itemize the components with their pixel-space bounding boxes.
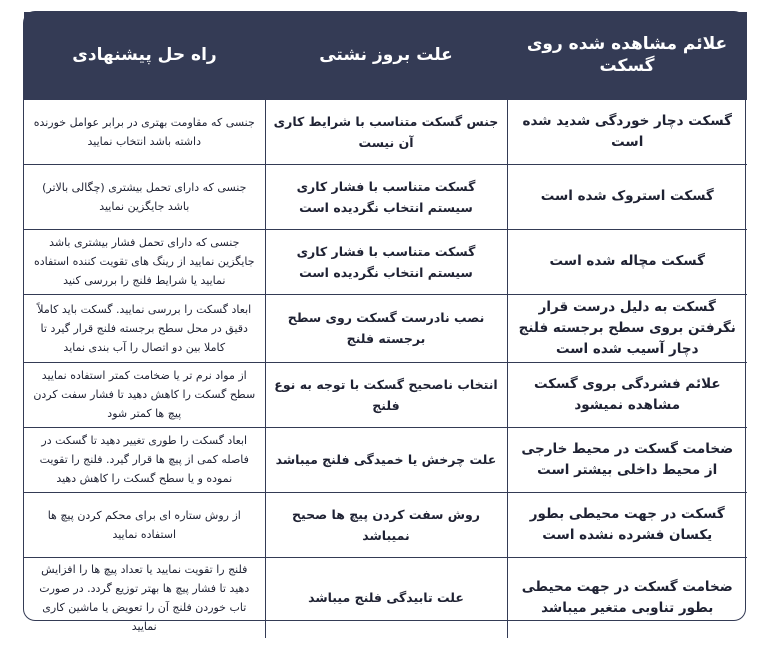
header-row [24,12,747,99]
cause-cell: گسکت متناسب با فشار کاری سیستم انتخاب نگردیده است [265,164,507,229]
symptom-cell: گسکت مچاله شده است [507,229,747,294]
header-solution: راه حل پیشنهادی [72,45,217,66]
solution-cell: فلنج را تقویت نمایید یا تعداد پیچ ها را افزایش دهید تا فشار پیچ ها بهتر توزیع گردد. در صورت تاب خوردن فلنج آن را تعویض یا ماشین کاری نمایید [24,557,265,638]
symptom-cell: گسکت دچار خوردگی شدید شده است [507,99,747,164]
solution-cell: از مواد نرم تر یا ضخامت کمتر استفاده نمایید سطح گسکت را کاهش دهید تا فشار سفت کردن پیچ ها کمتر شود [24,362,265,427]
cause-cell: علت تابیدگی فلنج میباشد [265,557,507,638]
table-body [24,99,747,638]
solution-cell: ابعاد گسکت را طوری تغییر دهید تا گسکت در فاصله کمی از پیچ ها قرار گیرد. فلنج را تقویت نموده و یا سطح گسکت را کاهش دهید [24,427,265,492]
cause-cell: گسکت متناسب با فشار کاری سیستم انتخاب نگردیده است [265,229,507,294]
table-row [24,164,747,229]
table-row [24,362,747,427]
table-row [24,427,747,492]
symptom-cell: ضخامت گسکت در محیط خارجی از محیط داخلی بیشتر است [507,427,747,492]
symptom-cell: ضخامت گسکت در جهت محیطی بطور تناوبی متغیر میباشد [507,557,747,638]
header-symptom: علائم مشاهده شده روی گسکت [526,34,728,77]
solution-cell: از روش ستاره ای برای محکم کردن پیچ ها استفاده نمایید [24,492,265,557]
symptom-cell: گسکت به دلیل درست قرار نگرفتن بروی سطح برجسته فلنج دچار آسیب شده است [507,294,747,362]
solution-cell: ابعاد گسکت را بررسی نمایید. گسکت باید کاملاً دقیق در محل سطح برجسته فلنج قرار گیرد تا کاملا بین دو اتصال را آب بندی نماید [24,294,265,362]
table-row [24,229,747,294]
table-row [24,557,747,638]
cause-cell: نصب نادرست گسکت روی سطح برجسته فلنج [265,294,507,362]
table-row [24,492,747,557]
table-row [24,99,747,164]
cause-cell: علت چرخش یا خمیدگی فلنج میباشد [265,427,507,492]
table-header [24,12,747,99]
symptom-cell: گسکت در جهت محیطی بطور یکسان فشرده نشده است [507,492,747,557]
header-cause: علت بروز نشتی [319,45,453,66]
gasket-leak-table [24,12,747,638]
cause-cell: جنس گسکت متناسب با شرایط کاری آن نیست [265,99,507,164]
symptom-cell: علائم فشردگی بروی گسکت مشاهده نمیشود [507,362,747,427]
symptom-cell: گسکت استروک شده است [507,164,747,229]
cause-cell: انتخاب ناصحیح گسکت با توجه به نوع فلنج [265,362,507,427]
solution-cell: جنسی که دارای تحمل فشار بیشتری باشد جایگزین نمایید از رینگ های تقویت کننده استفاده نمایید یا شرایط فلنج را بررسی کنید [24,229,265,294]
solution-cell: جنسی که دارای تحمل بیشتری (چگالی بالاتر) باشد جایگزین نمایید [24,164,265,229]
table-row [24,294,747,362]
troubleshooting-table [23,11,746,633]
solution-cell: جنسی که مقاومت بهتری در برابر عوامل خورنده داشته باشد انتخاب نمایید [24,99,265,164]
cause-cell: روش سفت کردن پیچ ها صحیح نمیباشد [265,492,507,557]
